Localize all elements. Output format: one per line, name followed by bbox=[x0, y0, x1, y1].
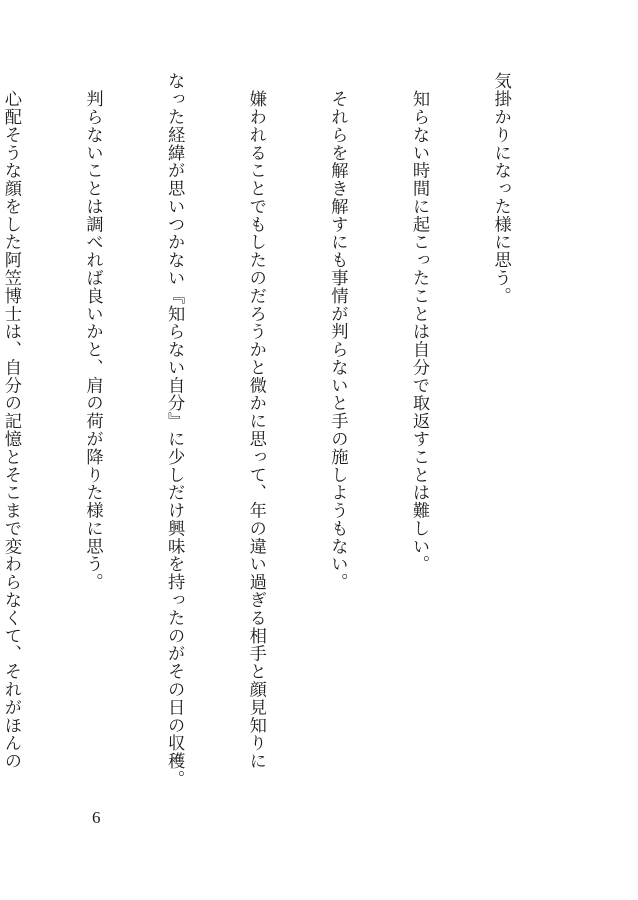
text-line-1: 気掛かりになった様に思う。 bbox=[490, 72, 511, 305]
text-line-4: 嫌われることでもしたのだろうかと微かに思って、年の違い過ぎる相手と顔見知りに bbox=[245, 72, 266, 770]
text-line-3: それらを解き解すにも事情が判らないと手の施しようもない。 bbox=[327, 72, 348, 591]
text-line-2: 知らない時間に起こったことは自分で取返すことは難しい。 bbox=[408, 72, 429, 573]
text-line-5: なった経緯が思いつかない『知らない自分』に少しだけ興味を持ったのがその日の収穫。 bbox=[164, 72, 185, 788]
vertical-text-block bbox=[0, 72, 568, 812]
text-line-7: 心配そうな顔をした阿笠博士は、自分の記憶とそこまで変わらなくて、それがほんの bbox=[0, 72, 21, 770]
text-line-6: 判らないことは調べれば良いかと、肩の荷が降りた様に思う。 bbox=[82, 72, 103, 591]
page-number: 6 bbox=[92, 808, 101, 827]
